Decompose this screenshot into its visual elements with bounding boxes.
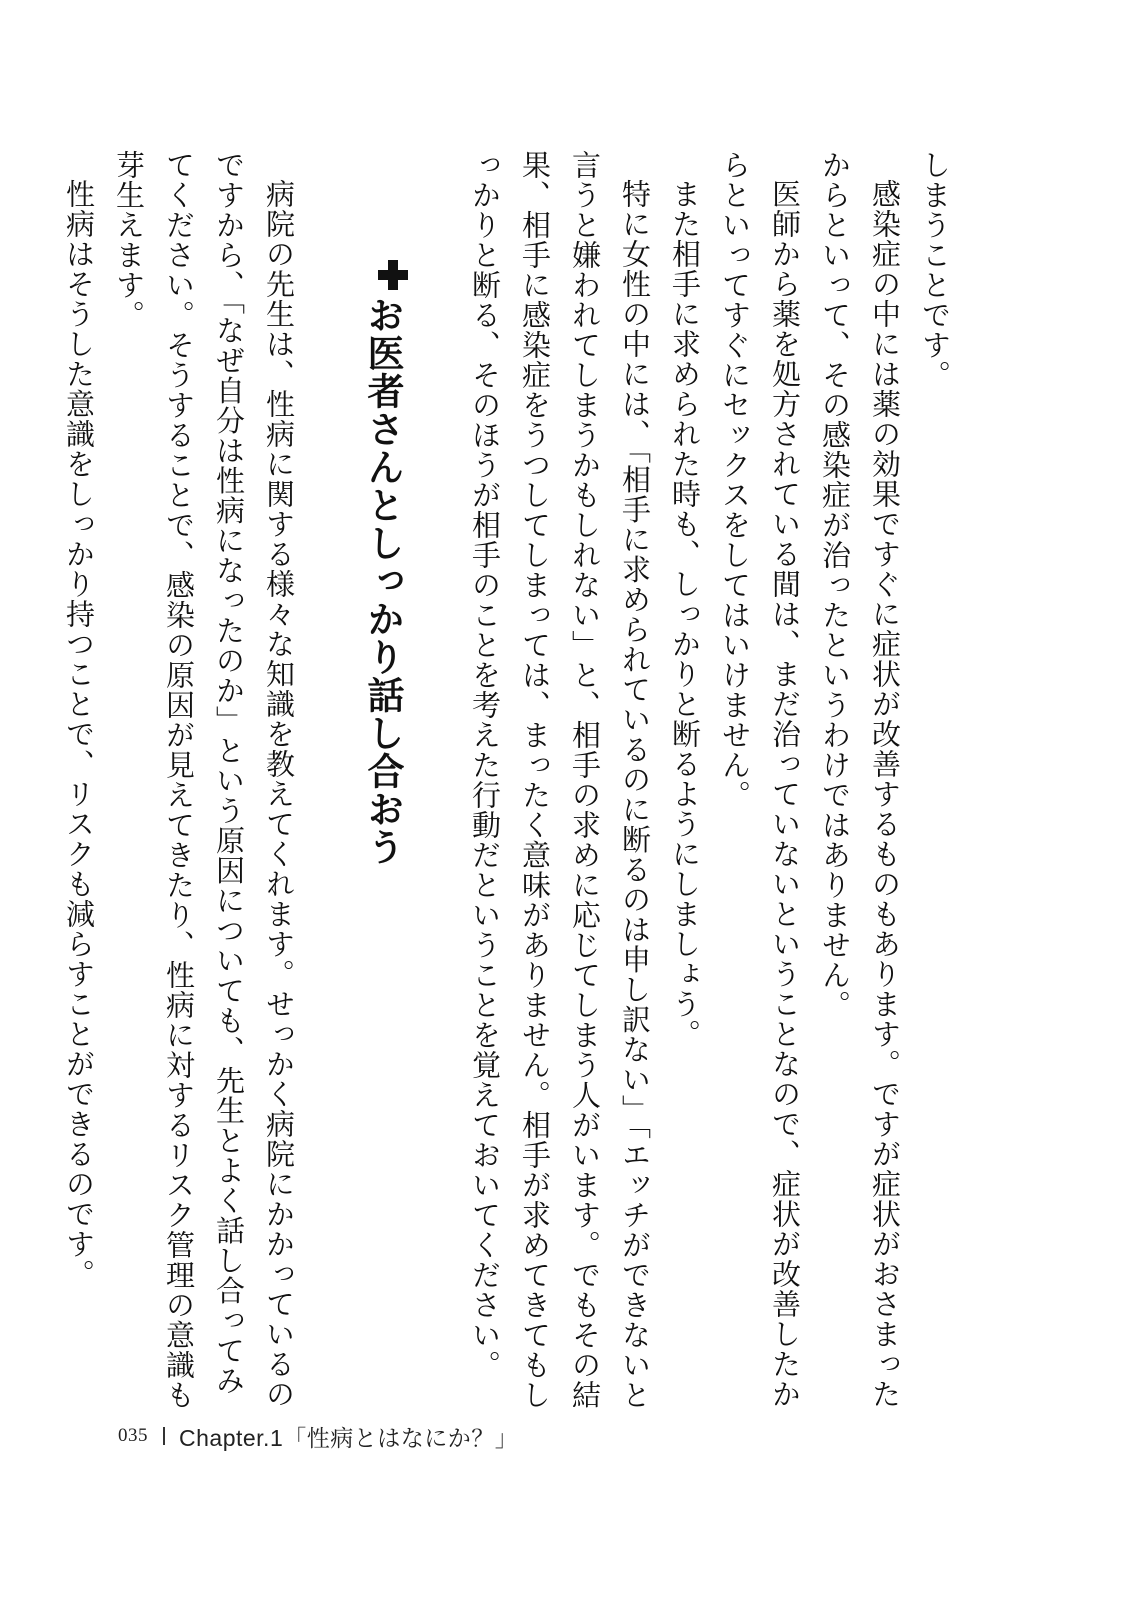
body-paragraph-6: 病院の先生は、性病に関する様々な知識を教えてくれます。せっかく病院にかかっているのですから、「なぜ自分は性病になったのか」という原因についても、先生とよく話し合ってみてください。そうすることで、感染の原因が見えてきたり、性病に対するリスク管理の意識も芽生えます。 [112, 150, 296, 1410]
section-heading-text: お医者さんとしっかり話し合おう [361, 296, 404, 866]
chapter-title: Chapter.1「性病とはなにか？」 [179, 1424, 519, 1451]
body-paragraph-1: しまうことです。 [918, 150, 952, 390]
body-paragraph-5: 特に女性の中には、「相手に求められているのに断るのは申し訳ない」「エッチができないと言うと嫌われてしまうかもしれない」と、相手の求めに応じてしまう人がいます。でもその結果、相手に感染症をうつしてしまっては、まったく意味がありません。相手が求めてきてもしっかりと断る、そのほうが相手のことを考えた行動だということを覚えておいてください。 [468, 150, 652, 1410]
body-paragraph-3: 医師から薬を処方されている間は、まだ治っていないということなので、症状が改善したからといってすぐにセックスをしてはいけません。 [718, 150, 802, 1409]
body-paragraph-4: また相手に求められた時も、しっかりと断るようにしましょう。 [668, 179, 702, 1049]
footer-separator [163, 1427, 165, 1445]
body-paragraph-7: 性病はそうした意識をしっかり持つことで、リスクも減らすことができるのです。 [62, 179, 96, 1289]
page-number: 035 [118, 1425, 148, 1446]
medical-cross-icon [378, 260, 408, 290]
vertical-text-body [62, 150, 960, 1410]
page-footer [118, 1421, 518, 1451]
body-paragraph-2: 感染症の中には薬の効果ですぐに症状が改善するものもあります。ですが症状がおさまったからといって、その感染症が治ったというわけではありません。 [818, 150, 902, 1409]
section-heading [352, 260, 412, 1410]
